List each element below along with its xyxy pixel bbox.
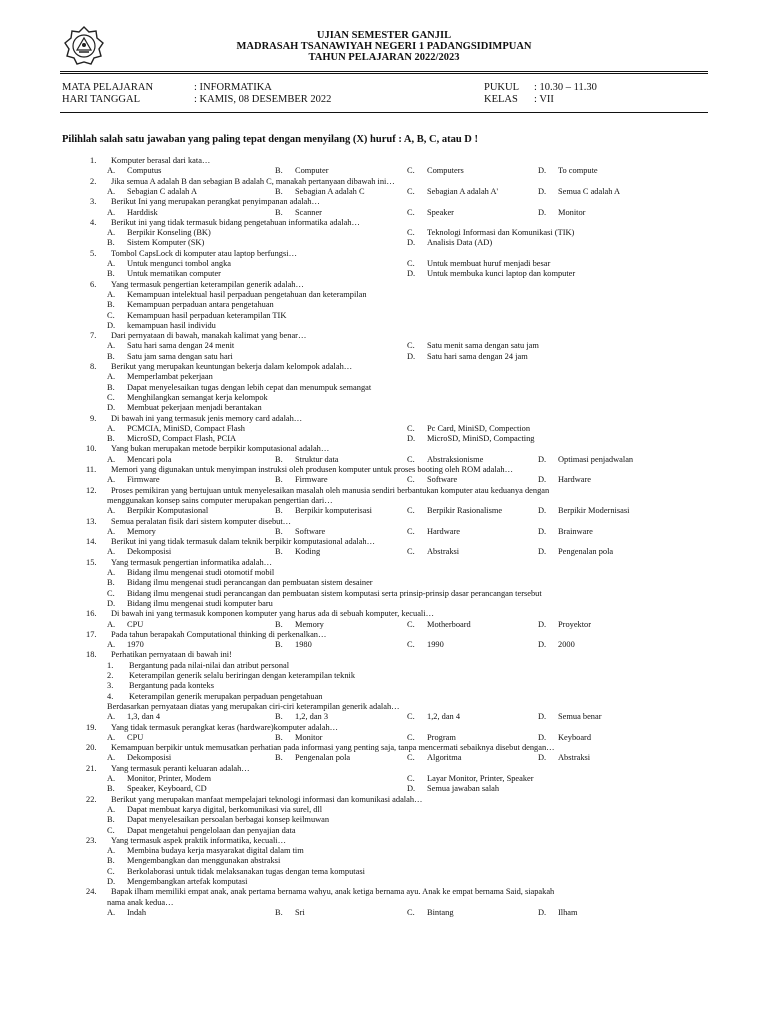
question-number: 23. — [86, 835, 97, 845]
question-text: Yang termasuk aspek praktik informatika, kecuali… — [111, 835, 286, 845]
option-letter: B. — [107, 856, 115, 866]
option-letter: C. — [407, 454, 415, 464]
question-number: 5. — [90, 248, 97, 258]
statement-text: Bergantung pada konteks — [129, 681, 214, 691]
question-text: Semua peralatan fisik dari sistem komputer disebut… — [111, 516, 292, 526]
option-letter: D. — [107, 403, 116, 413]
option-letter: C. — [407, 774, 415, 783]
option-text: Sebagian A adalah C — [295, 186, 365, 196]
option-text: Dapat menyelesaikan tugas dengan lebih cepat dan menumpuk semangat — [127, 382, 372, 392]
option-text: Layar Monitor, Printer, Speaker — [427, 774, 534, 783]
option-text: Memory — [295, 619, 324, 629]
option-letter: D. — [538, 732, 547, 742]
option-letter: A. — [107, 640, 116, 650]
option-text: Algoritma — [427, 753, 462, 763]
option-text: Sebagian A adalah A' — [427, 186, 499, 196]
option-text: Bidang ilmu mengenai studi perancangan dan pembuatan sistem komputasi serta prinsip-prinsip dasar perancangan tersebut — [127, 588, 542, 598]
option-text: Berkolaborasi untuk tidak melaksanakan tugas dengan tema komputasi — [127, 866, 365, 876]
option-text: CPU — [127, 619, 144, 629]
option-text: To compute — [558, 166, 598, 176]
option-text: Dapat membuat karya digital, berkomunikasi via surel, dll — [127, 804, 323, 814]
subject-value: : INFORMATIKA — [194, 82, 272, 93]
header-line-3: TAHUN PELAJARAN 2022/2023 — [308, 52, 460, 63]
option-text: Motherboard — [427, 619, 471, 629]
option-letter: D. — [107, 598, 116, 608]
option-letter: D. — [107, 320, 116, 330]
option-text: Satu jam sama dengan satu hari — [127, 351, 233, 361]
option-letter: D. — [407, 434, 416, 444]
option-letter: B. — [275, 475, 283, 485]
option-text: Bidang ilmu mengenai studi perancangan dan pembuatan sistem desainer — [127, 578, 373, 588]
option-letter: D. — [407, 238, 416, 248]
option-text: Brainware — [558, 526, 593, 536]
option-letter: D. — [538, 640, 547, 650]
option-letter: C. — [107, 310, 115, 320]
option-text: 1980 — [295, 640, 312, 650]
option-letter: A. — [107, 526, 116, 536]
option-text: Dapat menyelesaikan persoalan berbagai konsep keilmuwan — [127, 815, 330, 825]
question-text: Kemampuan berpikir untuk memusatkan perhatian pada informasi yang penting saja, tanpa mencermati sebaiknya disebut dengan… — [111, 743, 555, 753]
option-text: Harddisk — [127, 207, 158, 217]
question-text: Berikut yang merupakan keuntungan bekerja dalam kelompok adalah… — [111, 362, 353, 371]
option-letter: B. — [275, 454, 283, 464]
option-text: Semua jawaban salah — [427, 784, 500, 794]
option-letter: C. — [407, 712, 415, 722]
option-letter: A. — [107, 454, 116, 464]
option-letter: C. — [407, 228, 415, 238]
option-text: Mengembangkan dan menggunakan abstraksi — [127, 856, 281, 866]
option-letter: D. — [538, 619, 547, 629]
option-text: Pc Card, MiniSD, Compection — [427, 423, 531, 433]
option-letter: C. — [407, 207, 415, 217]
option-text: Kemampuan perpaduan antara pengetahuan — [127, 300, 274, 310]
option-text: Berpikir Komputasional — [127, 506, 209, 516]
question-text: Di bawah ini yang termasuk komponen komputer yang harus ada di sebuah komputer, kecuali… — [111, 609, 434, 619]
time-value: : 10.30 – 11.30 — [534, 82, 597, 93]
option-text: Speaker — [427, 207, 454, 217]
option-letter: B. — [275, 619, 283, 629]
option-letter: B. — [275, 547, 283, 557]
option-text: Computus — [127, 166, 162, 176]
option-text: Memory — [127, 526, 156, 536]
question-text: nama anak kedua… — [107, 897, 174, 907]
option-text: 2000 — [558, 640, 575, 650]
question-text: Berikut ini yang tidak termasuk dalam teknik berpikir komputasional adalah… — [111, 537, 375, 547]
question-number: 2. — [90, 176, 97, 186]
option-letter: A. — [107, 341, 116, 351]
question-number: 19. — [86, 722, 97, 732]
option-letter: D. — [538, 166, 547, 176]
class-label: KELAS — [484, 94, 518, 105]
option-letter: B. — [107, 784, 115, 794]
option-text: Bidang ilmu mengenai studi otomotif mobil — [127, 568, 275, 577]
option-text: Berpikir Modernisasi — [558, 506, 630, 516]
question-text: menggunakan konsep sains computer merupakan pengertian dari… — [107, 495, 333, 505]
option-text: Untuk membuat huruf menjadi besar — [427, 259, 551, 268]
option-letter: C. — [407, 526, 415, 536]
option-text: Optimasi penjadwalan — [558, 454, 634, 464]
option-text: Dekomposisi — [127, 547, 172, 557]
option-letter: C. — [407, 640, 415, 650]
question-number: 13. — [86, 516, 97, 526]
option-letter: C. — [107, 866, 115, 876]
option-text: Untuk mengunci tombol angka — [127, 259, 231, 268]
question-text: Berikut Ini yang merupakan perangkat penyimpanan adalah… — [111, 197, 320, 207]
question-number: 17. — [86, 629, 97, 639]
question-number: 7. — [90, 331, 97, 341]
option-text: Untuk mematikan computer — [127, 269, 221, 279]
option-text: Analisis Data (AD) — [427, 238, 493, 248]
question-number: 8. — [90, 362, 97, 371]
header-divider — [60, 71, 708, 72]
option-letter: A. — [107, 475, 116, 485]
option-text: Teknologi Informasi dan Komunikasi (TIK) — [427, 228, 575, 238]
option-text: Speaker, Keyboard, CD — [127, 784, 207, 794]
option-text: Sri — [295, 907, 305, 917]
question-text: Dari pernyataan di bawah, manakah kalimat yang benar… — [111, 331, 307, 341]
option-letter: C. — [407, 753, 415, 763]
option-text: Membina budaya kerja masyarakat digital dalam tim — [127, 846, 304, 856]
statement-number: 3. — [107, 681, 114, 691]
option-text: Computers — [427, 166, 464, 176]
statement-number: 4. — [107, 691, 114, 701]
option-text: Dekomposisi — [127, 753, 172, 763]
option-letter: C. — [407, 259, 415, 268]
question-text: Bapak ilham memiliki empat anak, anak pertama bernama wahyu, anak ketiga bernama ayu. Anak ke empat bernama Said, siapakah — [111, 887, 555, 897]
option-text: Mencari pola — [127, 454, 172, 464]
option-letter: C. — [407, 186, 415, 196]
option-text: Kemampuan intelektual hasil perpaduan pengetahuan dan keterampilan — [127, 289, 367, 299]
question-number: 21. — [86, 763, 97, 773]
question-number: 12. — [86, 485, 97, 495]
question-number: 14. — [86, 537, 97, 547]
option-text: Ilham — [558, 907, 578, 917]
option-letter: A. — [107, 753, 116, 763]
option-letter: C. — [407, 341, 415, 351]
option-text: Kemampuan hasil perpaduan keterampilan TIK — [127, 310, 287, 320]
question-text: Pada tahun berapakah Computational thinking di perkenalkan… — [111, 629, 327, 639]
subject-label: MATA PELAJARAN — [62, 82, 154, 93]
option-text: Firmware — [127, 475, 160, 485]
option-text: Membuat pekerjaan menjadi berantakan — [127, 403, 262, 413]
option-letter: B. — [275, 207, 283, 217]
option-letter: B. — [107, 434, 115, 444]
option-letter: A. — [107, 804, 116, 814]
option-letter: D. — [538, 506, 547, 516]
option-text: PCMCIA, MiniSD, Compact Flash — [127, 423, 245, 433]
option-letter: B. — [275, 640, 283, 650]
option-letter: D. — [107, 877, 116, 886]
option-text: Pengenalan pola — [295, 753, 351, 763]
option-letter: B. — [107, 269, 115, 279]
option-letter: D. — [538, 186, 547, 196]
option-letter: B. — [275, 712, 283, 722]
date-value: : KAMIS, 08 DESEMBER 2022 — [194, 94, 332, 105]
instruction-text: Pilihlah salah satu jawaban yang paling tepat dengan menyilang (X) huruf : A, B, C, atau D ! — [62, 134, 478, 145]
option-letter: A. — [107, 547, 116, 557]
option-text: Sistem Komputer (SK) — [127, 238, 205, 248]
option-letter: D. — [407, 351, 416, 361]
statement-number: 1. — [107, 660, 114, 670]
option-letter: D. — [538, 712, 547, 722]
option-letter: C. — [107, 588, 115, 598]
header-line-1: UJIAN SEMESTER GANJIL — [316, 30, 452, 41]
option-letter: A. — [107, 207, 116, 217]
question-text: Yang tidak termasuk perangkat keras (hardware)komputer adalah… — [111, 722, 339, 732]
option-letter: D. — [538, 907, 547, 917]
option-text: Computer — [295, 166, 329, 176]
question-text: Berikut yang merupakan manfaat mempelajari teknologi informasi dan komunikasi adalah… — [111, 794, 423, 804]
option-text: Program — [427, 732, 456, 742]
question-number: 11. — [86, 465, 97, 474]
option-letter: A. — [107, 568, 116, 577]
option-letter: C. — [407, 423, 415, 433]
option-letter: A. — [107, 289, 116, 299]
class-value: : VII — [534, 94, 554, 105]
question-number: 22. — [86, 794, 97, 804]
question-number: 9. — [90, 413, 97, 423]
option-letter: D. — [407, 784, 416, 794]
option-text: Berpikir komputerisasi — [295, 506, 372, 516]
option-letter: D. — [538, 547, 547, 557]
option-letter: B. — [107, 300, 115, 310]
option-text: Berpikir Konseling (BK) — [127, 228, 211, 238]
option-letter: B. — [275, 907, 283, 917]
option-text: Software — [427, 475, 458, 485]
option-text: MicroSD, Compact Flash, PCIA — [127, 434, 237, 444]
option-text: Abstraksi — [558, 753, 591, 763]
question-text: Memori yang digunakan untuk menyimpan instruksi oleh produsen komputer untuk proses booting oleh ROM adalah… — [111, 465, 513, 474]
option-text: Bidang ilmu mengenai studi komputer baru — [127, 598, 273, 608]
option-letter: A. — [107, 846, 116, 856]
option-letter: A. — [107, 774, 116, 783]
option-letter: A. — [107, 712, 116, 722]
option-letter: C. — [407, 475, 415, 485]
option-letter: A. — [107, 166, 116, 176]
option-text: Untuk membuka kunci laptop dan komputer — [427, 269, 576, 279]
statement-text: Keterampilan generik merupakan perpaduan pengetahuan — [129, 691, 323, 701]
option-text: Monitor — [558, 207, 586, 217]
option-text: Abstraksionisme — [427, 454, 484, 464]
option-letter: B. — [275, 166, 283, 176]
question-text: Proses pemikiran yang bertujuan untuk menyelesaikan masalah oleh manusia sendiri berbantukan komputer atau keduanya dengan — [111, 485, 550, 495]
question-number: 18. — [86, 650, 97, 660]
option-letter: B. — [107, 351, 115, 361]
question-text: Berikut ini yang tidak termasuk bidang pengetahuan informatika adalah… — [111, 217, 360, 227]
option-text: Satu hari sama dengan 24 jam — [427, 351, 528, 361]
option-text: Berpikir Rasionalisme — [427, 506, 503, 516]
option-text: Hardware — [558, 475, 592, 485]
time-label: PUKUL — [484, 82, 520, 93]
option-text: Menghilangkan semangat kerja kelompok — [127, 392, 268, 402]
option-letter: A. — [107, 259, 116, 268]
option-letter: B. — [107, 382, 115, 392]
question-text: Di bawah ini yang termasuk jenis memory card adalah… — [111, 413, 303, 423]
info-divider — [60, 112, 708, 113]
option-text: Mengembangkan artefak komputasi — [127, 877, 248, 886]
option-text: Proyektor — [558, 619, 592, 629]
question-number: 20. — [86, 743, 97, 753]
header-line-2: MADRASAH TSANAWIYAH NEGERI 1 PADANGSIDIMPUAN — [236, 41, 532, 52]
statement-text: Keterampilan generik selalu beriringan dengan keterampilan teknik — [129, 671, 356, 680]
option-letter: B. — [275, 526, 283, 536]
statement-text: Bergantung pada nilai-nilai dan atribut personal — [129, 660, 290, 670]
question-number: 10. — [86, 444, 97, 454]
option-letter: B. — [275, 753, 283, 763]
question-number: 6. — [90, 279, 97, 289]
option-text: 1,3, dan 4 — [127, 712, 161, 722]
option-letter: D. — [538, 753, 547, 763]
option-letter: B. — [107, 815, 115, 825]
option-text: Dapat mengetahui pengelolaan dan penyajian data — [127, 825, 296, 835]
question-text: Berdasarkan pernyataan diatas yang merupakan ciri-ciri keterampilan generik adalah… — [107, 701, 400, 711]
option-letter: D. — [538, 475, 547, 485]
question-number: 16. — [86, 609, 97, 619]
question-number: 15. — [86, 557, 97, 567]
option-letter: A. — [107, 228, 116, 238]
option-letter: A. — [107, 907, 116, 917]
option-letter: C. — [407, 166, 415, 176]
option-text: MicroSD, MiniSD, Compacting — [427, 434, 535, 444]
option-text: Satu menit sama dengan satu jam — [427, 341, 539, 351]
option-text: 1990 — [427, 640, 444, 650]
statement-number: 2. — [107, 671, 114, 680]
question-number: 24. — [86, 887, 97, 897]
option-letter: C. — [407, 732, 415, 742]
option-letter: A. — [107, 186, 116, 196]
option-letter: A. — [107, 423, 116, 433]
option-text: Software — [295, 526, 326, 536]
option-text: Satu hari sama dengan 24 menit — [127, 341, 235, 351]
option-text: kemampuan hasil individu — [127, 320, 216, 330]
option-text: Monitor, Printer, Modem — [127, 774, 212, 783]
header-divider — [60, 73, 708, 74]
option-letter: C. — [107, 392, 115, 402]
option-letter: C. — [407, 506, 415, 516]
option-letter: A. — [107, 619, 116, 629]
option-text: Monitor — [295, 732, 323, 742]
option-text: CPU — [127, 732, 144, 742]
option-letter: D. — [538, 526, 547, 536]
date-label: HARI TANGGAL — [62, 94, 141, 105]
option-letter: C. — [407, 547, 415, 557]
question-text: Perhatikan pernyataan di bawah ini! — [111, 650, 232, 660]
option-text: Bintang — [427, 907, 454, 917]
option-letter: A. — [107, 732, 116, 742]
option-text: 1,2, dan 4 — [427, 712, 461, 722]
exam-header — [0, 26, 768, 70]
option-text: Hardware — [427, 526, 461, 536]
option-text: Struktur data — [295, 454, 339, 464]
question-number: 3. — [90, 197, 97, 207]
option-letter: B. — [107, 238, 115, 248]
option-text: Scanner — [295, 207, 322, 217]
question-text: Komputer berasal dari kata… — [111, 156, 211, 165]
option-text: Semua C adalah A — [558, 186, 621, 196]
question-text: Yang termasuk pengertian keterampilan generik adalah… — [111, 279, 304, 289]
question-text: Yang termasuk peranti keluaran adalah… — [111, 763, 250, 773]
option-letter: D. — [538, 207, 547, 217]
option-letter: A. — [107, 372, 116, 382]
question-number: 1. — [90, 156, 97, 165]
option-text: Semua benar — [558, 712, 602, 722]
option-text: Keyboard — [558, 732, 592, 742]
option-letter: D. — [407, 269, 416, 279]
option-text: Pengenalan pola — [558, 547, 614, 557]
option-letter: C. — [107, 825, 115, 835]
option-letter: D. — [538, 454, 547, 464]
option-text: Abstraksi — [427, 547, 460, 557]
option-text: 1970 — [127, 640, 144, 650]
option-letter: C. — [407, 619, 415, 629]
question-text: Yang bukan merupakan metode berpikir komputasional adalah… — [111, 444, 330, 454]
option-letter: B. — [275, 732, 283, 742]
option-letter: C. — [407, 907, 415, 917]
question-number: 4. — [90, 217, 97, 227]
question-text: Yang termasuk pengertian informatika adalah… — [111, 557, 273, 567]
question-text: Jika semua A adalah B dan sebagian B adalah C, manakah pertanyaan dibawah ini… — [111, 176, 395, 186]
option-text: Firmware — [295, 475, 328, 485]
option-letter: B. — [275, 506, 283, 516]
option-text: 1,2, dan 3 — [295, 712, 329, 722]
option-letter: B. — [107, 578, 115, 588]
option-letter: B. — [275, 186, 283, 196]
option-text: Koding — [295, 547, 321, 557]
option-text: Indah — [127, 907, 147, 917]
question-text: Tombol CapsLock di komputer atau laptop berfungsi… — [111, 248, 297, 258]
option-text: Memperlambat pekerjaan — [127, 372, 213, 382]
option-letter: A. — [107, 506, 116, 516]
option-text: Sebagian C adalah A — [127, 186, 198, 196]
